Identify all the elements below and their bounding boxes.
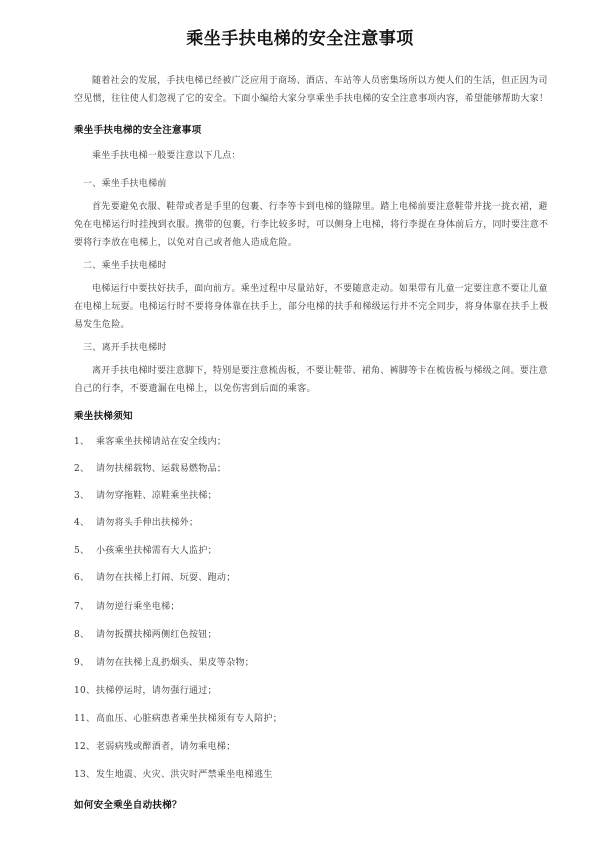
rule-text: 请勿逆行乘坐电梯；: [96, 602, 180, 612]
rule-item: [74, 601, 552, 613]
subheading-leaving: 三、离开手扶电梯时: [83, 343, 167, 353]
rule-item: [74, 545, 552, 557]
rule-item: [74, 629, 552, 641]
rule-number: 6、: [74, 573, 90, 583]
rule-item: [74, 685, 552, 697]
paragraph-leaving: 离开手扶电梯时要注意脚下，特别是要注意梳齿板，不要让鞋带、裙角、裤脚等卡在梳齿板与梯级之间。要注意自己的行李，不要遗漏在电梯上，以免伤害到后面的乘客。: [74, 366, 548, 394]
rule-number: 1、: [74, 437, 90, 447]
rule-number: 12、: [74, 742, 96, 752]
paragraph-before-boarding: 首先要避免衣服、鞋带或者是手里的包裹、行李等卡到电梯的缝隙里。踏上电梯前要注意鞋带并拢一拢衣裙，避免在电梯运行时挂拽到衣服。携带的包裹，行李比较多时，可以侧身上电梯，将行李提在身体前后方，同时要注意不要将行李放在电梯上，以免对自己或者他人造成危险。: [74, 202, 549, 248]
section-heading-escalator-rules: 乘坐扶梯须知: [74, 411, 133, 422]
rule-item: [74, 463, 552, 475]
intro-paragraph: 随着社会的发展，手扶电梯已经被广泛应用于商场、酒店、车站等人员密集场所以方便人们的生活，但正因为司空见惯，往往使人们忽视了它的安全。下面小编给大家分享乘坐手扶电梯的安全注意事项内容，希望能够帮助大家！: [74, 76, 549, 104]
rule-number: 10、: [74, 686, 96, 696]
rule-number: 8、: [74, 630, 90, 640]
rule-text: 请勿将头手伸出扶梯外；: [96, 518, 199, 528]
rule-text: 老弱病残或醉酒者，请勿乘电梯；: [96, 742, 236, 752]
rule-item: [74, 490, 552, 502]
rule-text: 发生地震、火灾、洪灾时严禁乘坐电梯逃生: [96, 770, 273, 780]
rule-number: 9、: [74, 658, 90, 668]
rule-text: 请勿扶梯载物、运载易燃物品；: [96, 464, 227, 474]
rule-number: 7、: [74, 602, 90, 612]
rule-text: 小孩乘坐扶梯需有大人监护；: [96, 546, 217, 556]
section-heading-safety-notes: 乘坐手扶电梯的安全注意事项: [74, 125, 202, 136]
rule-number: 2、: [74, 464, 90, 474]
rule-text: 乘客乘坐扶梯请站在安全线内；: [96, 437, 227, 447]
paragraph-while-riding: 电梯运行中要扶好扶手，面向前方。乘坐过程中尽量站好，不要随意走动。如果带有儿童一定要注意不要让儿童在电梯上玩耍。电梯运行时不要将身体靠在扶手上，部分电梯的扶手和梯级运行并不完全同步，将身体靠在扶手上极易发生危险。: [74, 284, 549, 330]
rule-number: 13、: [74, 770, 96, 780]
rule-text: 请勿穿拖鞋、凉鞋乘坐扶梯；: [96, 491, 217, 501]
rule-text: 请勿在扶梯上乱扔烟头、果皮等杂物；: [96, 658, 255, 668]
rule-text: 高血压、心脏病患者乘坐扶梯须有专人陪护；: [96, 714, 283, 724]
rule-number: 11、: [74, 714, 96, 724]
subheading-before-boarding: 一、乘坐手扶电梯前: [83, 179, 167, 189]
subheading-while-riding: 二、乘坐手扶电梯时: [83, 261, 167, 271]
rule-number: 4、: [74, 518, 90, 528]
rule-text: 扶梯停运时，请勿强行通过；: [96, 686, 217, 696]
rule-number: 5、: [74, 546, 90, 556]
rule-item: [74, 713, 552, 725]
rule-item: [74, 657, 552, 669]
section-lead: 乘坐手扶电梯一般要注意以下几点：: [92, 151, 241, 161]
section-heading-how-to-ride: 如何安全乘坐自动扶梯？: [74, 800, 182, 811]
rule-text: 请勿在扶梯上打闹、玩耍、跑动；: [96, 573, 236, 583]
rule-item: [74, 436, 552, 448]
rule-item: [74, 741, 552, 753]
rule-text: 请勿扳撰扶梯两侧红色按钮；: [96, 630, 217, 640]
rule-item: [74, 517, 552, 529]
document-title: 乘坐手扶电梯的安全注意事项: [186, 29, 414, 49]
rule-number: 3、: [74, 491, 90, 501]
rule-item: [74, 572, 552, 584]
rule-item: [74, 769, 552, 781]
